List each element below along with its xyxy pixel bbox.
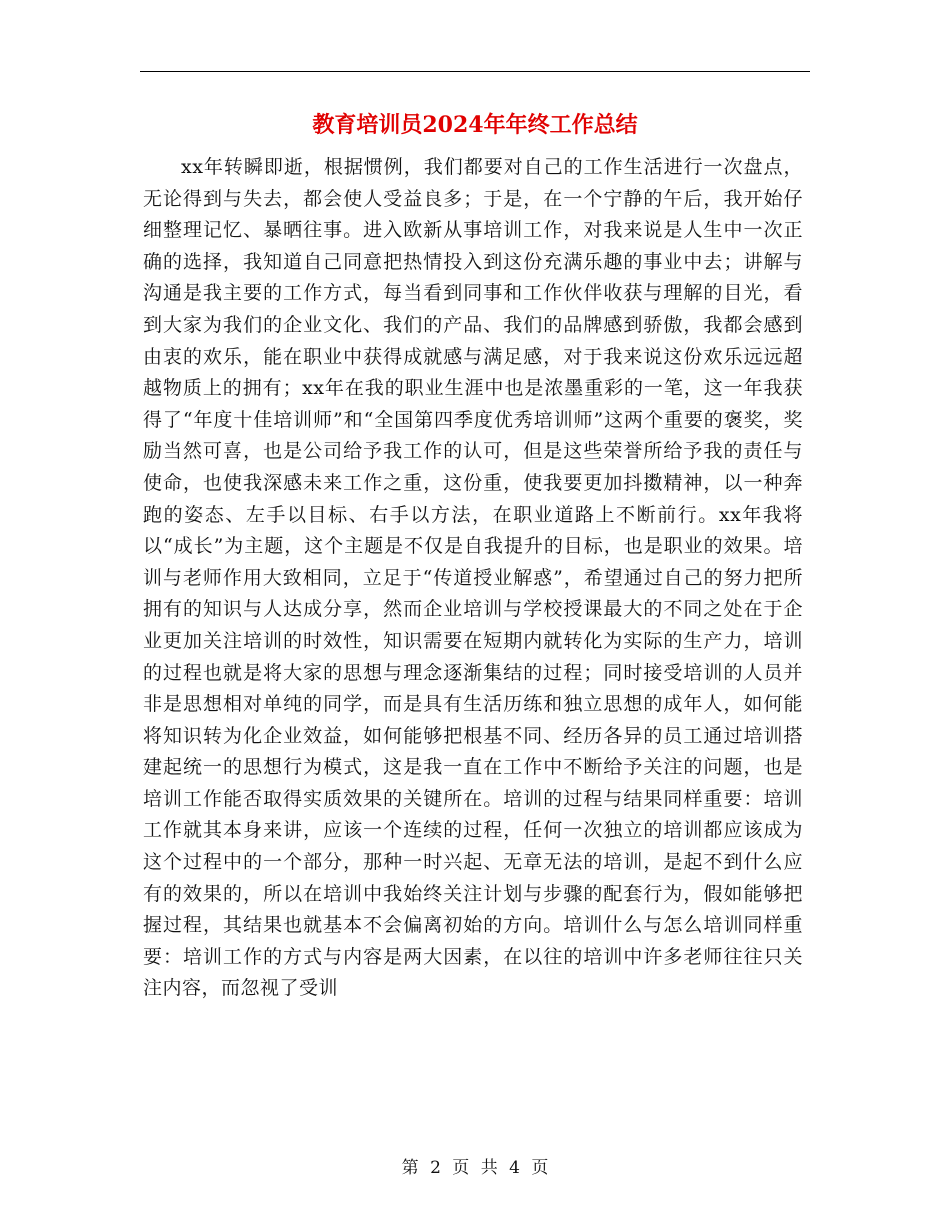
header-rule xyxy=(140,71,810,72)
page-number-footer: 第 2 页 共 4 页 xyxy=(401,1158,549,1178)
body-paragraph: xx年转瞬即逝，根据惯例，我们都要对自己的工作生活进行一次盘点，无论得到与失去，都会使人受益良多；于是，在一个宁静的午后，我开始仔细整理记忆、暴晒往事。进入欧新从事培训工作，对我来说是人生中一次正确的选择，我知道自己同意把热情投入到这份充满乐趣的事业中去；讲解与沟通是我主要的工作方式，每当看到同事和工作伙伴收获与理解的目光，看到大家为我们的企业文化、我们的产品、我们的品牌感到骄傲，我都会感到由衷的欢乐，能在职业中获得成就感与满足感，对于我来说这份欢乐远远超越物质上的拥有；xx年在我的职业生涯中也是浓墨重彩的一笔，这一年我获得了“年度十佳培训师”和“全国第四季度优秀培训师”这两个重要的褒奖，奖励当然可喜，也是公司给予我工作的认可，但是这些荣誉所给予我的责任与使命，也使我深感未来工作之重，这份重，使我要更加抖擞精神，以一种奔跑的姿态、左手以目标、右手以方法，在职业道路上不断前行。xx年我将以“成长”为主题，这个主题是不仅是自我提升的目标，也是职业的效果。培训与老师作用大致相同，立足于“传道授业解惑”，希望通过自己的努力把所拥有的知识与人达成分享，然而企业培训与学校授课最大的不同之处在于企业更加关注培训的时效性，知识需要在短期内就转化为实际的生产力，培训的过程也就是将大家的思想与理念逐渐集结的过程；同时接受培训的人员并非是思想相对单纯的同学，而是具有生活历练和独立思想的成年人，如何能将知识转为化企业效益，如何能够把根基不同、经历各异的员工通过培训搭建起统一的思想行为模式，这是我一直在工作中不断给予关注的问题，也是培训工作能否取得实质效果的关键所在。培训的过程与结果同样重要：培训工作就其本身来讲，应该一个连续的过程，任何一次独立的培训都应该成为这个过程中的一个部分，那种一时兴起、无章无法的培训，是起不到什么应有的效果的，所以在培训中我始终关注计划与步骤的配套行为，假如能够把握过程，其结果也就基本不会偏离初始的方向。培训什么与怎么培训同样重要：培训工作的方式与内容是两大因素，在以往的培训中许多老师往往只关注内容，而忽视了受训 xyxy=(143,156,803,1000)
document-title: 教育培训员2024年年终工作总结 xyxy=(312,112,638,138)
